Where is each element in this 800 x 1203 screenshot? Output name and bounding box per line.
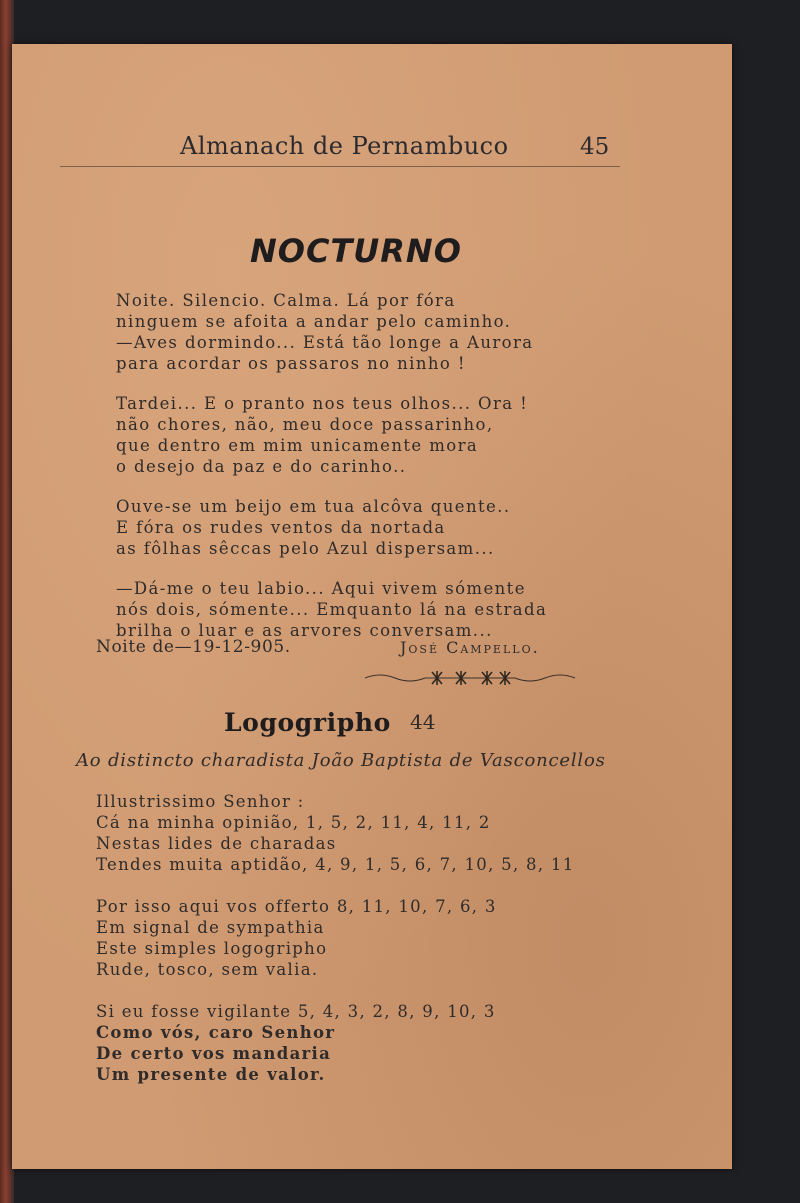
poem-title: NOCTURNO <box>250 232 462 270</box>
poem-line: Tardei... E o pranto nos teus olhos... Ora ! <box>116 394 529 413</box>
riddle-line: Como vós, caro Senhor <box>96 1023 336 1042</box>
riddle-line: Tendes muita aptidão, 4, 9, 1, 5, 6, 7, 10, 5, 8, 11 <box>96 855 575 874</box>
logogripho-body <box>96 791 575 1106</box>
riddle-line: De certo vos mandaria <box>96 1044 332 1063</box>
riddle-line: Rude, tosco, sem valia. <box>96 960 319 979</box>
poem-line: o desejo da paz e do carinho.. <box>116 457 407 476</box>
riddle-line: Este simples logogripho <box>96 939 328 958</box>
logogripho-title: Logogripho <box>224 708 391 737</box>
ornament-divider <box>360 668 580 688</box>
header-rule <box>60 166 620 167</box>
riddle-stanza <box>96 791 575 875</box>
poem-line: —Aves dormindo... Está tão longe a Aurora <box>116 333 534 352</box>
riddle-line: Nestas lides de charadas <box>96 834 337 853</box>
riddle-line: Si eu fosse vigilante 5, 4, 3, 2, 8, 9, 10, 3 <box>96 1002 496 1021</box>
poem-line: Ouve-se um beijo em tua alcôva quente.. <box>116 497 511 516</box>
riddle-line: Cá na minha opinião, 1, 5, 2, 11, 4, 11, 2 <box>96 813 491 832</box>
riddle-line: Em signal de sympathia <box>96 918 325 937</box>
poem-line: E fóra os rudes ventos da nortada <box>116 518 446 537</box>
poem-place-date: Noite de—19-12-905. <box>96 637 291 657</box>
riddle-stanza <box>96 896 575 980</box>
poem-line: para acordar os passaros no ninho ! <box>116 354 466 373</box>
poem-stanza <box>116 290 547 374</box>
page-number: 45 <box>580 134 610 160</box>
poem-author: José Campello. <box>400 638 540 657</box>
poem-stanza <box>116 496 547 559</box>
poem-body <box>116 290 547 660</box>
riddle-stanza <box>96 1001 575 1085</box>
poem-line: brilha o luar e as arvores conversam... <box>116 621 493 640</box>
poem-line: —Dá-me o teu labio... Aqui vivem sómente <box>116 579 526 598</box>
poem-line: não chores, não, meu doce passarinho, <box>116 415 494 434</box>
riddle-line: Um presente de valor. <box>96 1065 326 1084</box>
book-page <box>12 44 732 1169</box>
running-title: Almanach de Pernambuco <box>180 132 509 160</box>
logogripho-dedication: Ao distincto charadista João Baptista de Vasconcellos <box>76 750 606 771</box>
poem-stanza <box>116 578 547 641</box>
riddle-line: Por isso aqui vos offerto 8, 11, 10, 7, 6, 3 <box>96 897 497 916</box>
poem-line: nós dois, sómente... Emquanto lá na estrada <box>116 600 548 619</box>
riddle-line: Illustrissimo Senhor : <box>96 792 305 811</box>
poem-line: as fôlhas sêccas pelo Azul dispersam... <box>116 539 495 558</box>
poem-line: que dentro em mim unicamente mora <box>116 436 479 455</box>
poem-stanza <box>116 393 547 477</box>
poem-line: ninguem se afoita a andar pelo caminho. <box>116 312 512 331</box>
poem-line: Noite. Silencio. Calma. Lá por fóra <box>116 291 456 310</box>
logogripho-number: 44 <box>410 710 436 734</box>
